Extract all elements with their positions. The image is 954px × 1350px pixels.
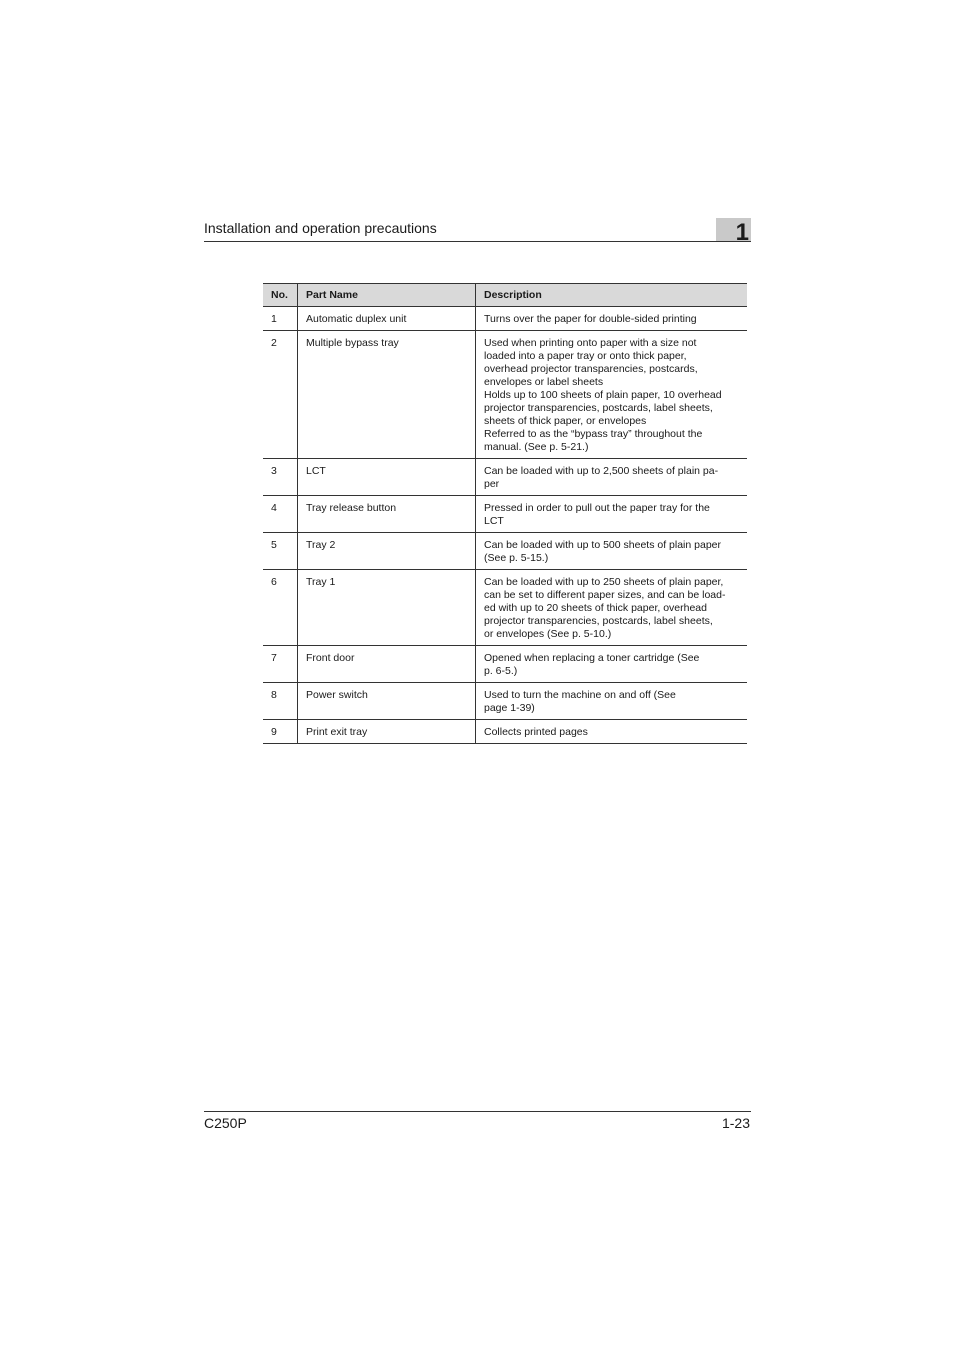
table-row — [263, 459, 747, 496]
cell-no: 8 — [263, 683, 298, 720]
cell-part-name: Tray 1 — [298, 570, 476, 646]
description-line: Pressed in order to pull out the paper tray for the — [484, 502, 710, 514]
cell-description — [476, 459, 748, 496]
cell-description — [476, 331, 748, 459]
chapter-tab — [716, 218, 751, 246]
description-line: Can be loaded with up to 250 sheets of plain paper, — [484, 576, 724, 588]
cell-part-name: LCT — [298, 459, 476, 496]
description-line: projector transparencies, postcards, label sheets, — [484, 402, 713, 414]
description-line: LCT — [484, 515, 504, 527]
cell-description — [476, 646, 748, 683]
footer-rule — [204, 1111, 751, 1112]
table-row — [263, 683, 747, 720]
description-line: loaded into a paper tray or onto thick paper, — [484, 350, 687, 362]
description-line: p. 6-5.) — [484, 665, 518, 677]
header-rule — [204, 241, 751, 242]
cell-description — [476, 533, 748, 570]
header-part-name: Part Name — [298, 284, 476, 307]
description-line: overhead projector transparencies, postcards, — [484, 363, 698, 375]
description-line: per — [484, 478, 500, 490]
table-row — [263, 496, 747, 533]
description-line: projector transparencies, postcards, label sheets, — [484, 615, 713, 627]
description-line: Used to turn the machine on and off (See — [484, 689, 676, 701]
running-header-title: Installation and operation precautions — [204, 220, 437, 236]
cell-no: 6 — [263, 570, 298, 646]
description-line: ed with up to 20 sheets of thick paper, overhead — [484, 602, 707, 614]
table-row — [263, 646, 747, 683]
description-line: or envelopes (See p. 5-10.) — [484, 628, 612, 640]
description-line: can be set to different paper sizes, and can be load- — [484, 589, 726, 601]
description-line: Holds up to 100 sheets of plain paper, 10 overhead — [484, 389, 722, 401]
cell-description — [476, 307, 748, 331]
description-line: Opened when replacing a toner cartridge (See — [484, 652, 700, 664]
table-row — [263, 533, 747, 570]
cell-part-name: Tray 2 — [298, 533, 476, 570]
cell-part-name: Tray release button — [298, 496, 476, 533]
cell-no: 1 — [263, 307, 298, 331]
cell-description — [476, 570, 748, 646]
description-line: Collects printed pages — [484, 726, 588, 738]
description-line: Used when printing onto paper with a size not — [484, 337, 697, 349]
description-line: Can be loaded with up to 500 sheets of plain paper — [484, 539, 722, 551]
table-row — [263, 720, 747, 744]
table-row — [263, 307, 747, 331]
description-line: sheets of thick paper, or envelopes — [484, 415, 647, 427]
cell-no: 7 — [263, 646, 298, 683]
cell-no: 2 — [263, 331, 298, 459]
parts-table — [263, 283, 747, 744]
description-line: envelopes or label sheets — [484, 376, 604, 388]
cell-part-name: Print exit tray — [298, 720, 476, 744]
footer-model: C250P — [204, 1115, 247, 1131]
table-header-row — [263, 284, 747, 307]
cell-no: 9 — [263, 720, 298, 744]
description-line: page 1-39) — [484, 702, 535, 714]
cell-description — [476, 683, 748, 720]
description-line: Referred to as the “bypass tray” throughout the — [484, 428, 703, 440]
cell-part-name: Power switch — [298, 683, 476, 720]
header-no: No. — [263, 284, 298, 307]
description-line: Turns over the paper for double-sided printing — [484, 313, 697, 325]
chapter-number: 1 — [735, 219, 749, 246]
cell-no: 4 — [263, 496, 298, 533]
header-description: Description — [476, 284, 748, 307]
table-row — [263, 570, 747, 646]
cell-description — [476, 720, 748, 744]
description-line: manual. (See p. 5-21.) — [484, 441, 589, 453]
cell-no: 5 — [263, 533, 298, 570]
footer-page-number: 1-23 — [721, 1115, 750, 1131]
table-row — [263, 331, 747, 459]
cell-description — [476, 496, 748, 533]
cell-no: 3 — [263, 459, 298, 496]
parts-table-body — [263, 307, 747, 744]
description-line: Can be loaded with up to 2,500 sheets of plain pa- — [484, 465, 719, 477]
cell-part-name: Automatic duplex unit — [298, 307, 476, 331]
cell-part-name: Multiple bypass tray — [298, 331, 476, 459]
cell-part-name: Front door — [298, 646, 476, 683]
description-line: (See p. 5-15.) — [484, 552, 549, 564]
